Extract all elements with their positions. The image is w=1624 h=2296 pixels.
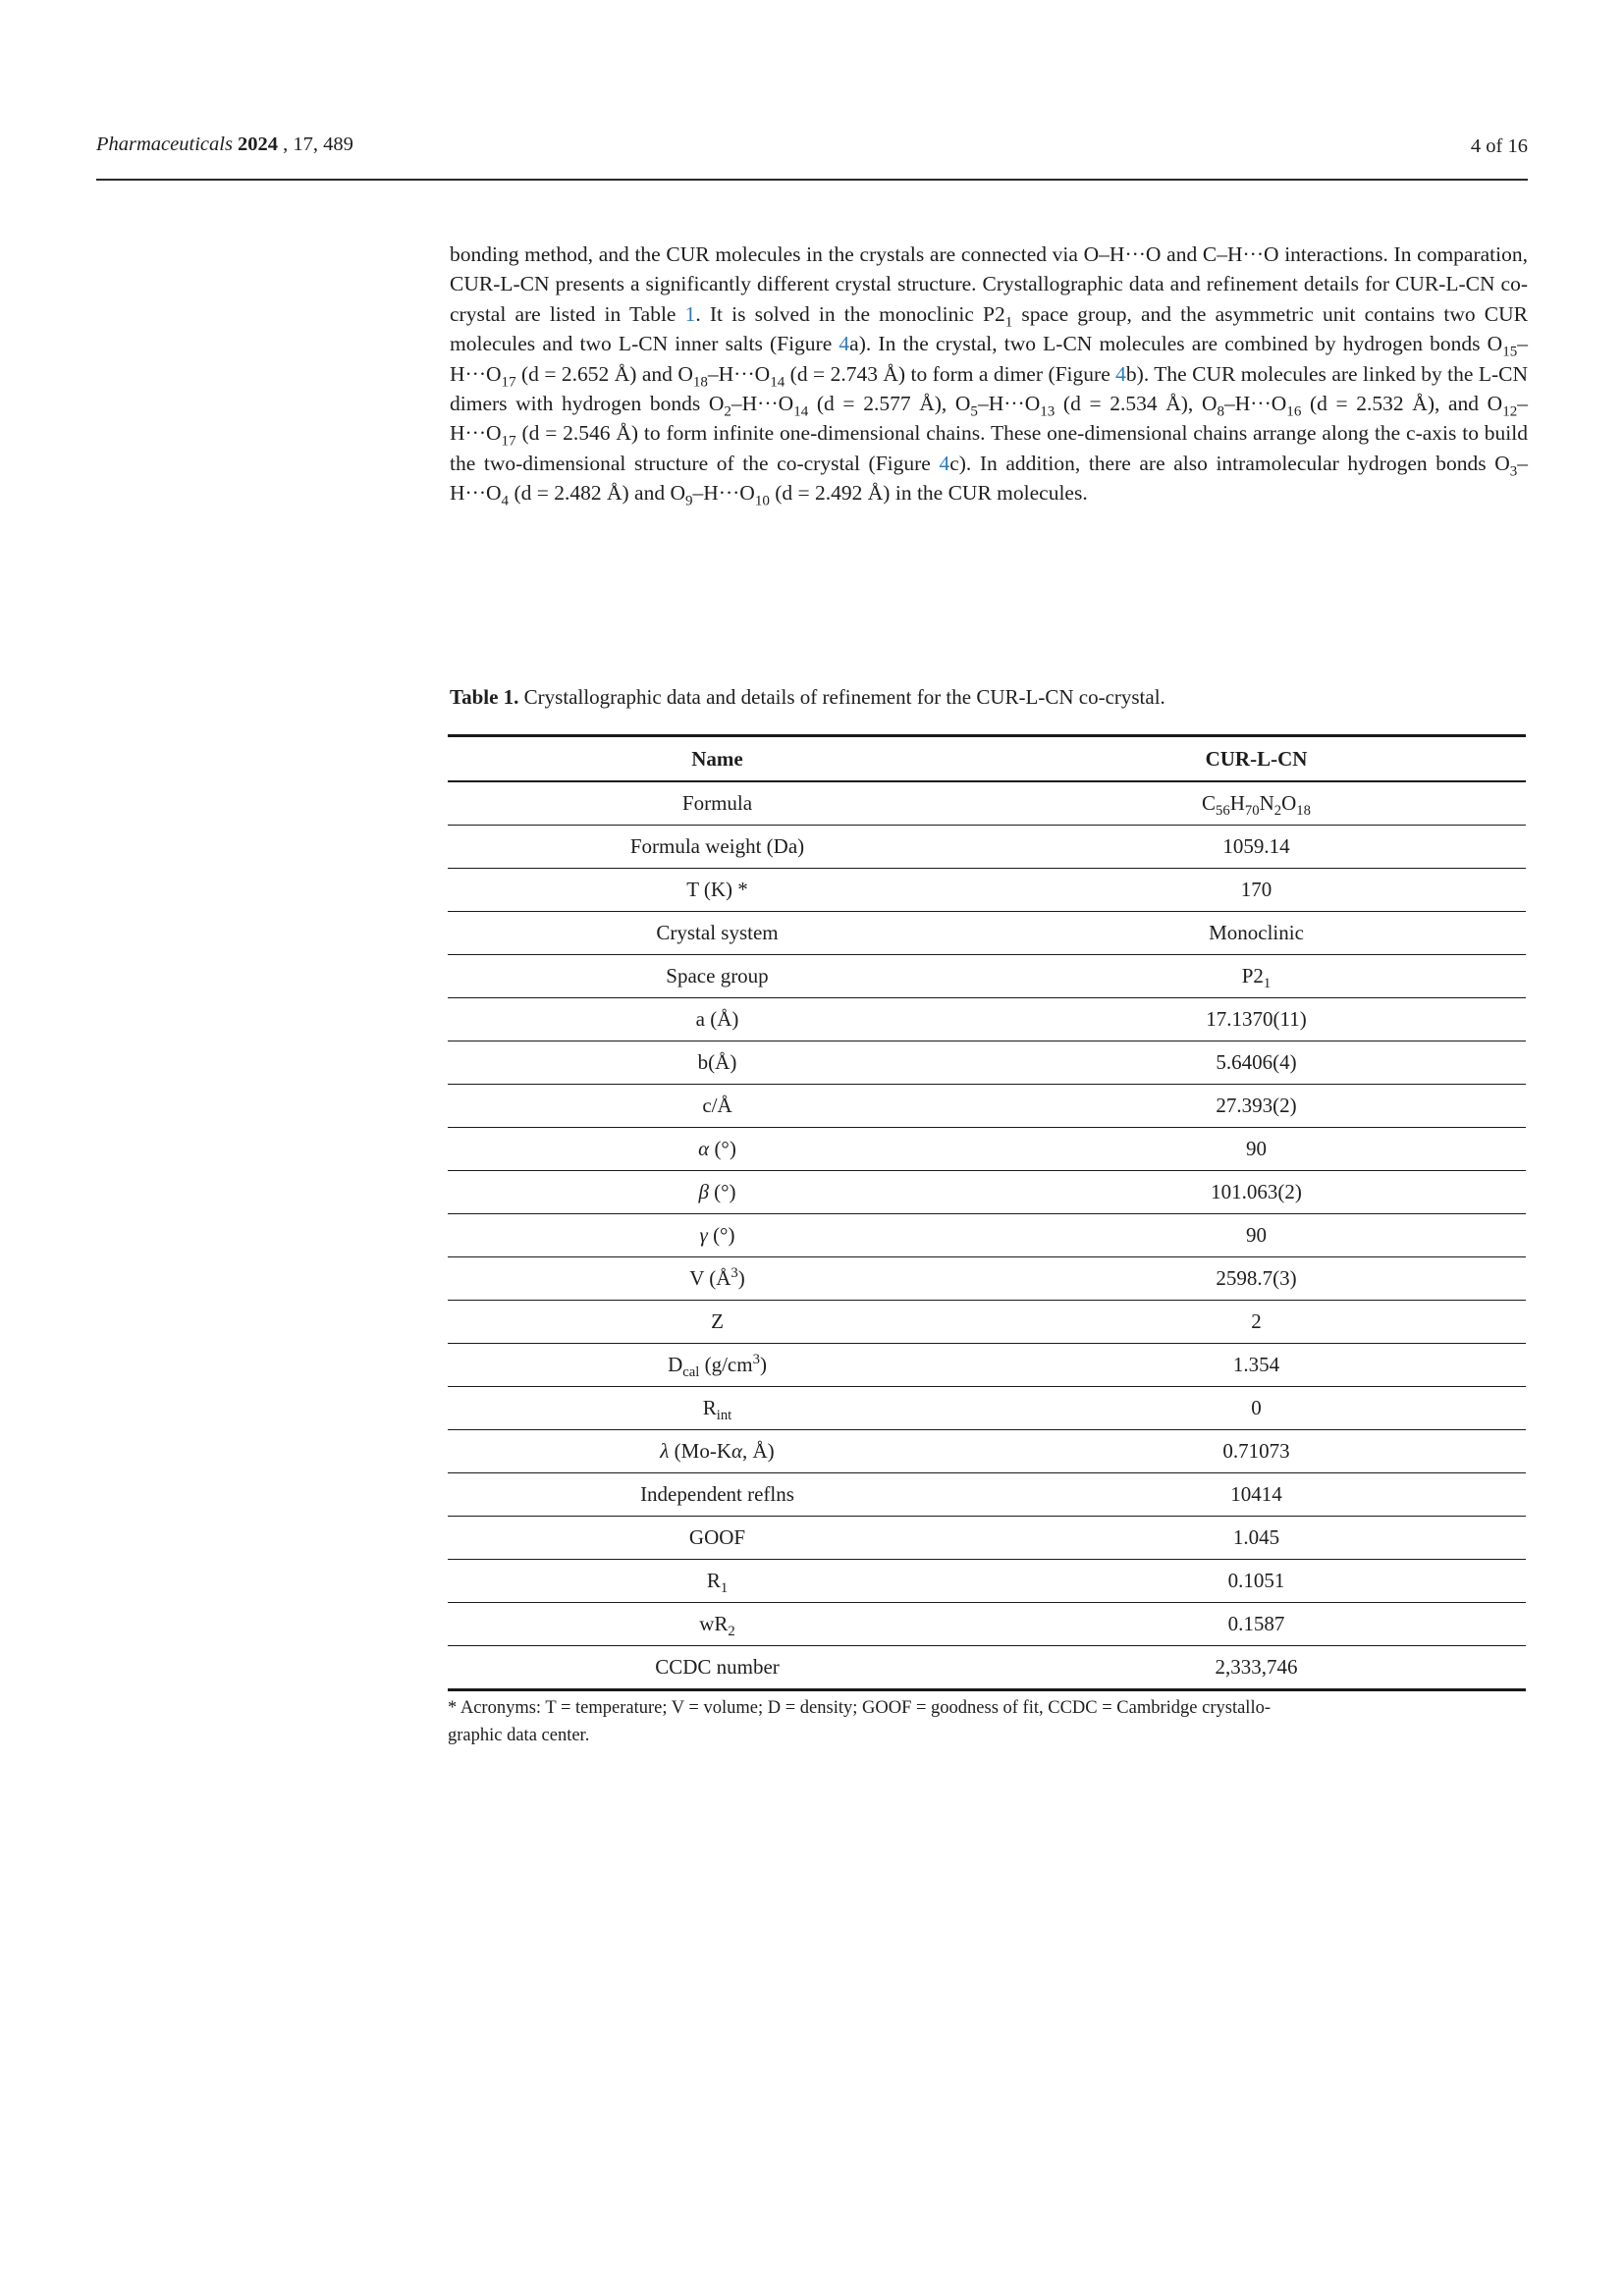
journal-name: Pharmaceuticals xyxy=(96,133,233,155)
table-footnote xyxy=(448,1694,1526,1749)
table-row xyxy=(448,998,1526,1041)
table-cell-value: 1.354 xyxy=(987,1344,1526,1387)
table-cell-value: 1.045 xyxy=(987,1517,1526,1560)
table-cell-name: Formula xyxy=(448,781,987,826)
table-caption xyxy=(450,683,1528,711)
body-paragraph: bonding method, and the CUR molecules in the crystals are connected via O–H···O and C–H···O interactions. In comparation, CUR-L-CN presents a significantly different crystal structure. Crystallographic data and refinement details for CUR-L-CN co-crystal are listed in Table 1. It is solved in the monoclinic $P2_1$ space group, and the asymmetric unit contains two CUR molecules and two L-CN inner salts (Figure 4a). In the crystal, two L-CN molecules are combined by hydrogen bonds $O_{15}-H\cdot\cdot\cdot O_{17}$ (d = 2.652 Å) and $O_{18}-H\cdot\cdot\cdot O_{14}$ (d = 2.743 Å) to form a dimer (Figure 4b). The CUR molecules are linked by the L-CN dimers with hydrogen bonds $O_2-H\cdot\cdot\cdot O_{14}$ (d = 2.577 Å), $O_5-H\cdot\cdot\cdot O_{13}$ (d = 2.534 Å), $O_8-H\cdot\cdot\cdot O_{16}$ (d = 2.532 Å), and $O_{12}-H\cdot\cdot\cdot O_{17}$ (d = 2.546 Å) to form infinite one-dimensional chains. These one-dimensional chains arrange along the c-axis to build the two-dimensional structure of the co-crystal (Figure 4c). In addition, there are also intramolecular hydrogen bonds $O_3-H\cdot\cdot\cdot O_4$ (d = 2.482 Å) and $O_9-H\cdot\cdot\cdot O_{10}$ (d = 2.492 Å) in the CUR molecules. xyxy=(450,242,1528,509)
table-row xyxy=(448,1128,1526,1171)
table-row xyxy=(448,1171,1526,1214)
table-cell-value: 17.1370(11) xyxy=(987,998,1526,1041)
table-cell-value: Monoclinic xyxy=(987,912,1526,955)
journal-issue: , 17, 489 xyxy=(283,133,353,155)
table-cell-name: α (°) xyxy=(448,1128,987,1171)
table-header-value: CUR-L-CN xyxy=(987,736,1526,782)
table-cell-name: GOOF xyxy=(448,1517,987,1560)
table-cell-value: 90 xyxy=(987,1214,1526,1257)
table-cell-value: 27.393(2) xyxy=(987,1085,1526,1128)
table-cell-name: c/Å xyxy=(448,1085,987,1128)
table-row xyxy=(448,1387,1526,1430)
table-row xyxy=(448,1257,1526,1301)
table-row xyxy=(448,1517,1526,1560)
table-cell-value: $P2_1$ xyxy=(987,955,1526,998)
table-cell-name: Z xyxy=(448,1301,987,1344)
table-cell-value: 2598.7(3) xyxy=(987,1257,1526,1301)
table-cell-name: $R_1$ xyxy=(448,1560,987,1603)
table-cell-value: 2 xyxy=(987,1301,1526,1344)
journal-year: 2024 xyxy=(238,133,279,155)
table-cell-name: $R_{int}$ xyxy=(448,1387,987,1430)
table-row xyxy=(448,781,1526,826)
table-cell-name: $D_{cal}$ $(g/cm^3)$ xyxy=(448,1344,987,1387)
table-cell-value: 170 xyxy=(987,869,1526,912)
table-row xyxy=(448,1430,1526,1473)
table-row xyxy=(448,1344,1526,1387)
header-rule xyxy=(96,179,1528,181)
table-cell-value: 101.063(2) xyxy=(987,1171,1526,1214)
table-cell-value: 90 xyxy=(987,1128,1526,1171)
table-cell-name: γ (°) xyxy=(448,1214,987,1257)
table-header-name: Name xyxy=(448,736,987,782)
table-cell-value: 0 xyxy=(987,1387,1526,1430)
citation-link[interactable]: 4 xyxy=(839,332,850,356)
table-cell-value: 10414 xyxy=(987,1473,1526,1517)
table-cell-value: 1059.14 xyxy=(987,826,1526,869)
table-row xyxy=(448,826,1526,869)
table-cell-name: b(Å) xyxy=(448,1041,987,1085)
table-cell-name: $wR_2$ xyxy=(448,1603,987,1646)
table-row xyxy=(448,1646,1526,1690)
table-row xyxy=(448,1301,1526,1344)
page-number: 4 of 16 xyxy=(1470,135,1528,157)
footnote-line-2: graphic data center. xyxy=(448,1726,590,1745)
table-cell-name: Formula weight (Da) xyxy=(448,826,987,869)
table-cell-name: Independent reflns xyxy=(448,1473,987,1517)
table-cell-name: T (K) * xyxy=(448,869,987,912)
table-row xyxy=(448,1560,1526,1603)
table-cell-value: 2,333,746 xyxy=(1215,1655,1298,1679)
table-body xyxy=(448,781,1526,1690)
table-header-row xyxy=(448,736,1526,782)
table-cell-value: 0.1587 xyxy=(987,1603,1526,1646)
table-row xyxy=(448,1085,1526,1128)
table-cell-name: a (Å) xyxy=(448,998,987,1041)
journal-running-head xyxy=(96,133,353,156)
table-cell-name: V $(Å^3)$ xyxy=(448,1257,987,1301)
table-cell-name: Space group xyxy=(448,955,987,998)
table-caption-label: Table 1. xyxy=(450,685,519,709)
table-caption-text: Crystallographic data and details of refinement for the CUR-L-CN co-crystal. xyxy=(518,685,1165,709)
table-cell-name: CCDC number xyxy=(655,1655,780,1679)
crystallography-table-container xyxy=(448,734,1526,1691)
table-row xyxy=(448,1473,1526,1517)
footnote-line-1: * Acronyms: T = temperature; V = volume; D = density; GOOF = goodness of fit, CCDC = Cambridge crystallo- xyxy=(448,1698,1272,1718)
table-cell-value: 0.71073 xyxy=(987,1430,1526,1473)
citation-link[interactable]: 4 xyxy=(939,451,950,475)
citation-link[interactable]: 1 xyxy=(684,301,696,326)
table-row xyxy=(448,912,1526,955)
table-cell-value: 5.6406(4) xyxy=(987,1041,1526,1085)
citation-link[interactable]: 4 xyxy=(1115,361,1126,386)
table-cell-value: 0.1051 xyxy=(987,1560,1526,1603)
table-cell-name: Crystal system xyxy=(448,912,987,955)
table-row xyxy=(448,1603,1526,1646)
table-cell-value: $C_{56}H_{70}N_2O_{18}$ xyxy=(987,781,1526,826)
table-cell-name: β (°) xyxy=(448,1171,987,1214)
table-row xyxy=(448,1041,1526,1085)
table-row xyxy=(448,869,1526,912)
table-row xyxy=(448,1214,1526,1257)
table-row xyxy=(448,955,1526,998)
crystallography-table xyxy=(448,734,1526,1691)
table-cell-name: λ (Mo-Kα, Å) xyxy=(448,1430,987,1473)
